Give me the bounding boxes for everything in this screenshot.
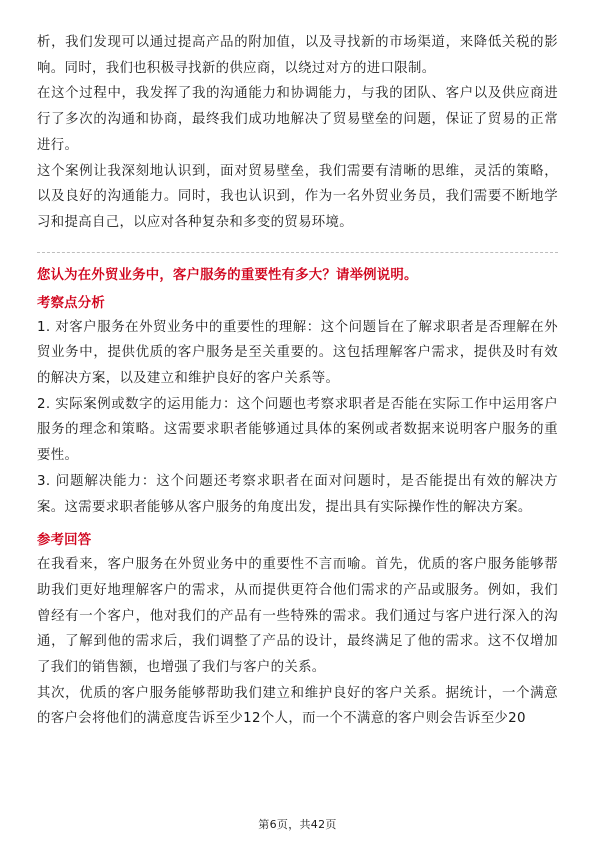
question-title: 您认为在外贸业务中，客户服务的重要性有多大？请举例说明。 xyxy=(37,267,418,283)
intro-paragraph: 这个案例让我深刻地认识到，面对贸易壁垒，我们需要有清晰的思维，灵活的策略，以及良好的沟通能力。同时，我也认识到，作为一名外贸业务员，我们需要不断地学习和提高自己，以应对各种复杂和多变的贸易环境。 xyxy=(37,163,558,230)
answer-paragraph: 其次，优质的客户服务能够帮助我们建立和维护良好的客户关系。据统计，一个满意的客户会将他们的满意度告诉至少12个人，而一个不满意的客户则会告诉至少20 xyxy=(37,685,558,727)
analysis-point: 3. 问题解决能力：这个问题还考察求职者在面对问题时，是否能提出有效的解决方案。这需要求职者能够从客户服务的角度出发，提出具有实际操作性的解决方案。 xyxy=(37,473,558,515)
page-content xyxy=(37,30,558,732)
intro-paragraph: 在这个过程中，我发挥了我的沟通能力和协调能力，与我的团队、客户以及供应商进行了多次的沟通和协商，最终我们成功地解决了贸易壁垒的问题，保证了贸易的正常进行。 xyxy=(37,86,558,153)
analysis-heading: 考察点分析 xyxy=(37,295,105,311)
answer-paragraph: 在我看来，客户服务在外贸业务中的重要性不言而喻。首先，优质的客户服务能够帮助我们更好地理解客户的需求，从而提供更符合他们需求的产品或服务。例如，我们曾经有一个客户，他对我们的产品有一些特殊的需求。我们通过与客户进行深入的沟通，了解到他的需求后，我们调整了产品的设计，最终满足了他的需求。这不仅增加了我们的销售额，也增强了我们与客户的关系。 xyxy=(37,557,558,676)
answer-heading: 参考回答 xyxy=(37,533,92,549)
intro-paragraph: 析，我们发现可以通过提高产品的附加值，以及寻找新的市场渠道，来降低关税的影响。同时，我们也积极寻找新的供应商，以绕过对方的进口限制。 xyxy=(37,35,558,76)
analysis-point: 1. 对客户服务在外贸业务中的重要性的理解：这个问题旨在了解求职者是否理解在外贸业务中，提供优质的客户服务是至关重要的。这包括理解客户需求，提供及时有效的解决方案，以及建立和维护良好的客户关系等。 xyxy=(37,319,558,387)
section-divider xyxy=(37,252,558,253)
page-number: 第6页，共42页 xyxy=(258,818,337,831)
analysis-point: 2. 实际案例或数字的运用能力：这个问题也考察求职者是否能在实际工作中运用客户服务的理念和策略。这需要求职者能够通过具体的案例或者数据来说明客户服务的重要性。 xyxy=(37,396,558,464)
